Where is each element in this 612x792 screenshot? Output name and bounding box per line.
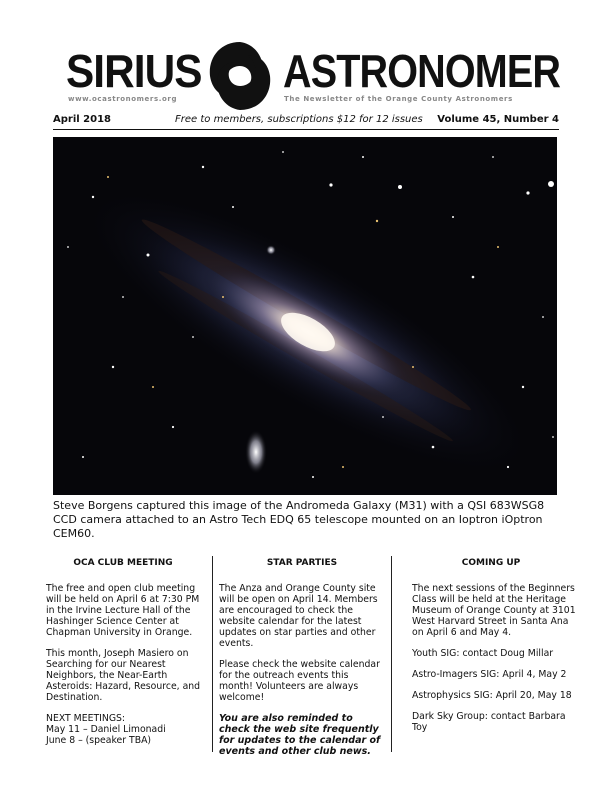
next-meeting-item: June 8 – (speaker TBA) bbox=[46, 735, 152, 746]
club-meeting-paragraph: The free and open club meeting will be held on April 6 at 7:30 PM in the Irvine Lecture Hall of the Hashinger Science Center at Chapman University in Orange. bbox=[46, 583, 200, 638]
masthead-title-left: SIRIUS bbox=[66, 45, 202, 97]
masthead-website: www.ocastronomers.org bbox=[68, 95, 178, 103]
masthead bbox=[60, 38, 561, 108]
sig-item: Youth SIG: contact Doug Millar bbox=[412, 648, 554, 659]
beginners-class-paragraph: The next sessions of the Beginners Class will be held at the Heritage Museum of Orange County at 3101 West Harvard Street in Santa Ana on April 6 and May 4. bbox=[412, 583, 576, 638]
club-meeting-topic: This month, Joseph Masiero on Searching for our Nearest Neighbors, the Near-Earth Asteroids: Hazard, Resource, and Destination. bbox=[46, 648, 201, 703]
next-meeting-item: May 11 – Daniel Limonadi bbox=[46, 724, 166, 735]
sig-item: Dark Sky Group: contact Barbara Toy bbox=[412, 711, 566, 733]
sig-item: Astrophysics SIG: April 20, May 18 bbox=[412, 690, 572, 701]
issue-date: April 2018 bbox=[53, 114, 111, 125]
photo-caption: Steve Borgens captured this image of the Andromeda Galaxy (M31) with a QSI 683WSG8 CCD camera attached to an Astro Tech EDQ 65 telescope mounted on an Ioptron iOptron CEM60. bbox=[53, 499, 545, 540]
subscription-note: Free to members, subscriptions $12 for 12 issues bbox=[175, 114, 423, 125]
club-meeting-heading: OCA CLUB MEETING bbox=[73, 558, 173, 568]
coming-up-heading: COMING UP bbox=[461, 558, 521, 568]
club-meeting-column bbox=[40, 556, 206, 752]
masthead-title-right: ASTRONOMER bbox=[283, 45, 561, 97]
issue-volume: Volume 45, Number 4 bbox=[437, 114, 559, 125]
outreach-paragraph: Please check the website calendar for the outreach events this month! Volunteers are always welcome! bbox=[219, 659, 380, 703]
reminder-paragraph: You are also reminded to check the web site frequently for updates to the calendar of events and other club news. bbox=[219, 713, 381, 757]
star-parties-column bbox=[212, 556, 392, 757]
sig-item: Astro-Imagers SIG: April 4, May 2 bbox=[412, 669, 567, 680]
star-parties-heading: STAR PARTIES bbox=[266, 558, 338, 568]
next-meetings-heading: NEXT MEETINGS: bbox=[46, 713, 126, 724]
star-parties-paragraph: The Anza and Orange County site will be open on April 14. Members are encouraged to check the website calendar for the latest updates on star parties and other events. bbox=[219, 583, 378, 649]
issue-info-bar bbox=[53, 113, 559, 130]
masthead-tagline: The Newsletter of the Orange County Astronomers bbox=[284, 95, 513, 103]
coming-up-column bbox=[402, 556, 580, 752]
galaxy-photo bbox=[53, 137, 557, 495]
logo-icon bbox=[202, 38, 278, 114]
